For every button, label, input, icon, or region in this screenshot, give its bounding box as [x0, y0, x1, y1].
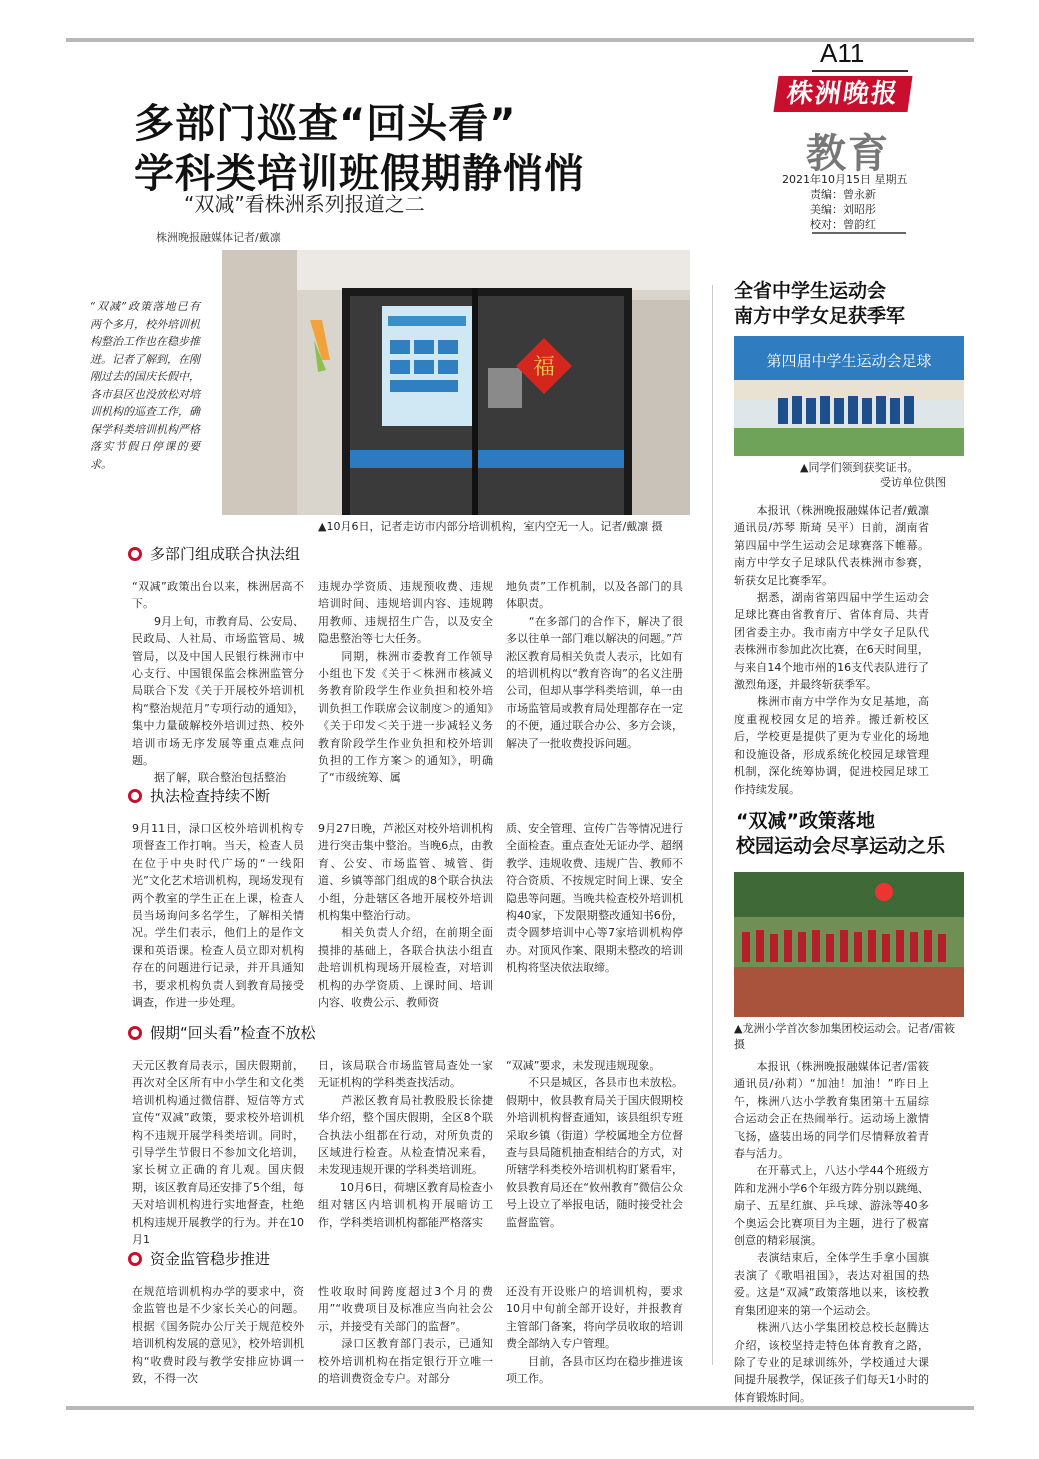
side2-body: 本报讯（株洲晚报融媒体记者/雷筱 通讯员/孙莉）“加油！加油！”昨日上午，株洲八达小学教育集团第十五届综合运动会正在热闹举行。运动场上激情飞扬，盛装出场的同学们尽情释放着青春与活力。 在开幕式上，八达小学44个班级方阵和龙洲小学6个年级方阵分别以跳绳、扇子、五星红旗、乒乓球、游泳等40多个奥运会比赛项目为主题，进行了极富创意的精彩展演。 表演结束后，全体学生手拿小国旗表演了《歌唱祖国》，表达对祖国的热爱。这是“双减”政策落地以来，该校教育集团迎来的第一个运动会。 株洲八达小学集团校总校长赵腾达介绍，该校坚持走特色体育教育之路，除了专业的足球训练外，学校通过大课间提升展教学，保证孩子们每天1小时的体育锻炼时间。 — [734, 1060, 929, 1404]
section3-col3: “双减”要求，未发现违规现象。 不只是城区，各县市也未放松。假期中，攸县教育局关于国庆假期校外培训机构督查通知，该县组织专班采取乡镇（街道）学校属地全方位督查与县局随机抽查相结合的方式，对所辖学科类校外培训机构盯紧看牢，攸县教育局还在“攸州教育”微信公众号上设立了举报电话，随时接受社会监督监管。 — [506, 1059, 683, 1229]
newspaper-logo: 株洲晚报 — [773, 76, 912, 112]
side1-headline-line-1: 全省中学生运动会 — [734, 280, 887, 302]
section-bullet-icon — [128, 789, 142, 803]
main-photo — [222, 250, 690, 515]
section-heading-text: 资金监管稳步推进 — [150, 1250, 271, 1268]
designer-credit: 美编：刘昭彤 — [810, 203, 876, 216]
section-bullet-icon — [128, 547, 142, 561]
section4-col3: 还没有开设账户的培训机构，要求10月中旬前全部开设好，并报教育主管部门备案，将向学员收取的培训费全部纳入专户管理。 目前，各县市区均在稳步推进该项工作。 — [506, 1285, 683, 1386]
section1-col2: 违规办学资质、违规预收费、违规培训时间、违规培训内容、违规聘用教师、违规招生广告，以及安全隐患整治等七大任务。 同期，株洲市委教育工作领导小组也下发《关于＜株洲市核减义务教育阶段学生作业负担和校外培训负担工作联席会议制度＞的通知》《关于印发＜关于进一步减轻义务教育阶段学生作业负担和校外培训负担的工作方案＞的通知》，明确了“市级统筹、属 — [318, 580, 493, 785]
credit-rule — [812, 232, 906, 234]
section4-col2: 性收取时间跨度超过3个月的费用”“收费项目及标准应当向社会公示，并接受有关部门的监督”。 渌口区教育部门表示，已通知校外培训机构在指定银行开立唯一的培训费资金专户。对部分 — [318, 1285, 493, 1386]
section-heading-1 — [128, 543, 300, 564]
section2-col3: 质、安全管理、宣传广告等情况进行全面检查。重点查处无证办学、超纲教学、违规收费、违规广告、教师不符合资质、不按规定时间上课、安全隐患等问题。当晚共检查校外培训机构40家，下发限期整改通知书6份，责令圆梦培训中心等7家培训机构停办。对顶风作案、限期未整改的培训机构将坚决依法取缔。 — [506, 822, 683, 975]
side2-photo — [734, 872, 964, 1017]
section-heading-2 — [128, 785, 270, 806]
side1-photo — [734, 336, 964, 456]
section-heading-3 — [128, 1022, 316, 1043]
section-heading-text: 假期“回头看”检查不放松 — [150, 1024, 316, 1042]
section-heading-text: 执法检查持续不断 — [150, 787, 271, 805]
editor-credit: 责编：曾永新 — [810, 188, 876, 201]
column-divider — [712, 285, 713, 1365]
section-bullet-icon — [128, 1252, 142, 1266]
section-bullet-icon — [128, 1026, 142, 1040]
side1-caption-line-1: ▲同学们领到获奖证书。 — [800, 461, 919, 474]
side1-photo-banner: 第四届中学生运动会足球 — [766, 352, 932, 370]
bottom-rule — [66, 1406, 974, 1410]
side2-headline-line-1: “双减”政策落地 — [736, 810, 875, 832]
issue-date: 2021年10月15日 星期五 — [782, 173, 908, 186]
main-photo-caption: ▲10月6日，记者走访市内部分培训机构，室内空无一人。记者/戴凛 摄 — [318, 520, 663, 533]
side2-caption: ▲龙洲小学首次参加集团校运动会。记者/雷筱 摄 — [734, 1022, 956, 1051]
section-heading-text: 多部门组成联合执法组 — [150, 545, 301, 563]
section1-col1: “双减”政策出台以来，株洲居高不下。 9月上旬，市教育局、公安局、民政局、人社局、市场监管局、城管局，以及中国人民银行株洲市中心支行、中国银保监会株洲监管分局联合下发《关于开展校外培训机构“整治规范月”专项行动的通知》，集中力量破解校外培训过热、校外培训市场无序发展等重点难点问题。 据了解，联合整治包括整治 — [132, 580, 304, 785]
headline-line-2: 学科类培训班假期静悄悄 — [134, 151, 585, 197]
section3-col2: 日，该局联合市场监管局查处一家无证机构的学科类查找活动。 芦淞区教育局社教股股长徐捷华介绍，整个国庆假期，全区8个联合执法小组都在行动，对所负责的区域进行检查。从检查情况来看，未发现违规开课的学科类培训班。 10月6日，荷塘区教育局检查小组对辖区内培训机构开展暗访工作，学科类培训机构都能严格落实 — [318, 1059, 493, 1229]
section-heading-4 — [128, 1248, 270, 1269]
fu-sign: 福 — [532, 355, 556, 380]
headline-line-1: 多部门巡查“回头看” — [134, 101, 517, 147]
subheadline: “双减”看株洲系列报道之二 — [184, 192, 425, 216]
page-number: A11 — [820, 38, 865, 68]
lead-paragraph: “双减”政策落地已有两个多月，校外培训机构整治工作也在稳步推进。记者了解到，在刚刚过去的国庆长假中，各市县区也没放松对培训机构的巡查工作，确保学科类培训机构严格落实节假日停课的要求。 — [90, 300, 200, 471]
section2-col2: 9月27日晚，芦淞区对校外培训机构进行突击集中整治。当晚6点，由教育、公安、市场监管、城管、街道、乡镇等部门组成的8个联合执法小组，分赴辖区各地开展校外培训机构集中整治行动。 相关负责人介绍，在前期全面摸排的基础上，各联合执法小组直赴培训机构现场开展检查，对培训机构的办学资质、上课时间、培训内容、收费公示、教师资 — [318, 822, 493, 1010]
section3-col1: 天元区教育局表示，国庆假期前，再次对全区所有中小学生和文化类培训机构通过微信群、短信等方式宣传“双减”政策，要求校外培训机构不违规开展学科类培训。同时，引导学生节假日不参加文化培训，家长树立正确的育儿观。国庆假期，该区教育局还安排了5个组，每天对培训机构进行实地督查，杜绝机构违规开展教学的行为。并在10月1 — [132, 1059, 304, 1247]
side1-body: 本报讯（株洲晚报融媒体记者/戴凛 通讯员/苏琴 斯琦 吴平）日前，湖南省第四届中学生运动会足球赛落下帷幕。南方中学女子足球队代表株洲市参赛，斩获女足比赛季军。 据悉，湖南省第四届中学生运动会足球比赛由省教育厅、省体育局、共青团省委主办。我市南方中学女子足队代表株洲市参加此次比赛，在6天时间里，与来自14个地市州的16支代表队进行了激烈角逐，并最终斩获季军。 株洲市南方中学作为女足基地，高度重视校园女足的培养。搬迁新校区后，学校更是提供了更为专业化的场地和设施设备，形成系统化校园足球管理机制，深化统筹协调，促进校园足球工作持续发展。 — [734, 504, 929, 796]
section4-col1: 在规范培训机构办学的要求中，资金监管也是不少家长关心的问题。根据《国务院办公厅关于规范校外培训机构发展的意见》，校外培训机构“收费时段与教学安排应协调一致，不得一次 — [132, 1285, 304, 1386]
side2-headline-line-2: 校园运动会尽享运动之乐 — [736, 835, 946, 857]
page-number-rule — [812, 70, 908, 72]
side1-headline-line-2: 南方中学女足获季军 — [734, 305, 906, 327]
byline: 株洲晚报融媒体记者/戴凛 — [156, 231, 281, 244]
section2-col1: 9月11日，渌口区校外培训机构专项督查工作打响。当天，检查人员在位于中央时代广场的“一线阳光”文化艺术培训机构，现场发现有两个教室的学生正在上课，检查人员当场询问多名学生，了解相关情况。学生们表示，他们上的是作文课和英语课。检查人员立即对机构存在的问题进行记录，并开具通知书，要求机构负责人到教育局接受调查，作进一步处理。 — [132, 822, 304, 1010]
section-name: 教育 — [806, 130, 890, 177]
side1-caption-line-2: 受访单位供图 — [880, 476, 946, 489]
section1-col3: 地负责”工作机制，以及各部门的具体职责。 “在多部门的合作下，解决了很多以往单一部门难以解决的问题。”芦淞区教育局相关负责人表示，比如有的培训机构以“教育咨询”的名义注册公司，但却从事学科类培训，单一由市场监管局或教育局处理都存在一定的不便，通过联合办公、多方会谈，解决了一批收费投诉问题。 — [506, 580, 683, 750]
proofreader-credit: 校对：曾韵红 — [810, 218, 876, 231]
